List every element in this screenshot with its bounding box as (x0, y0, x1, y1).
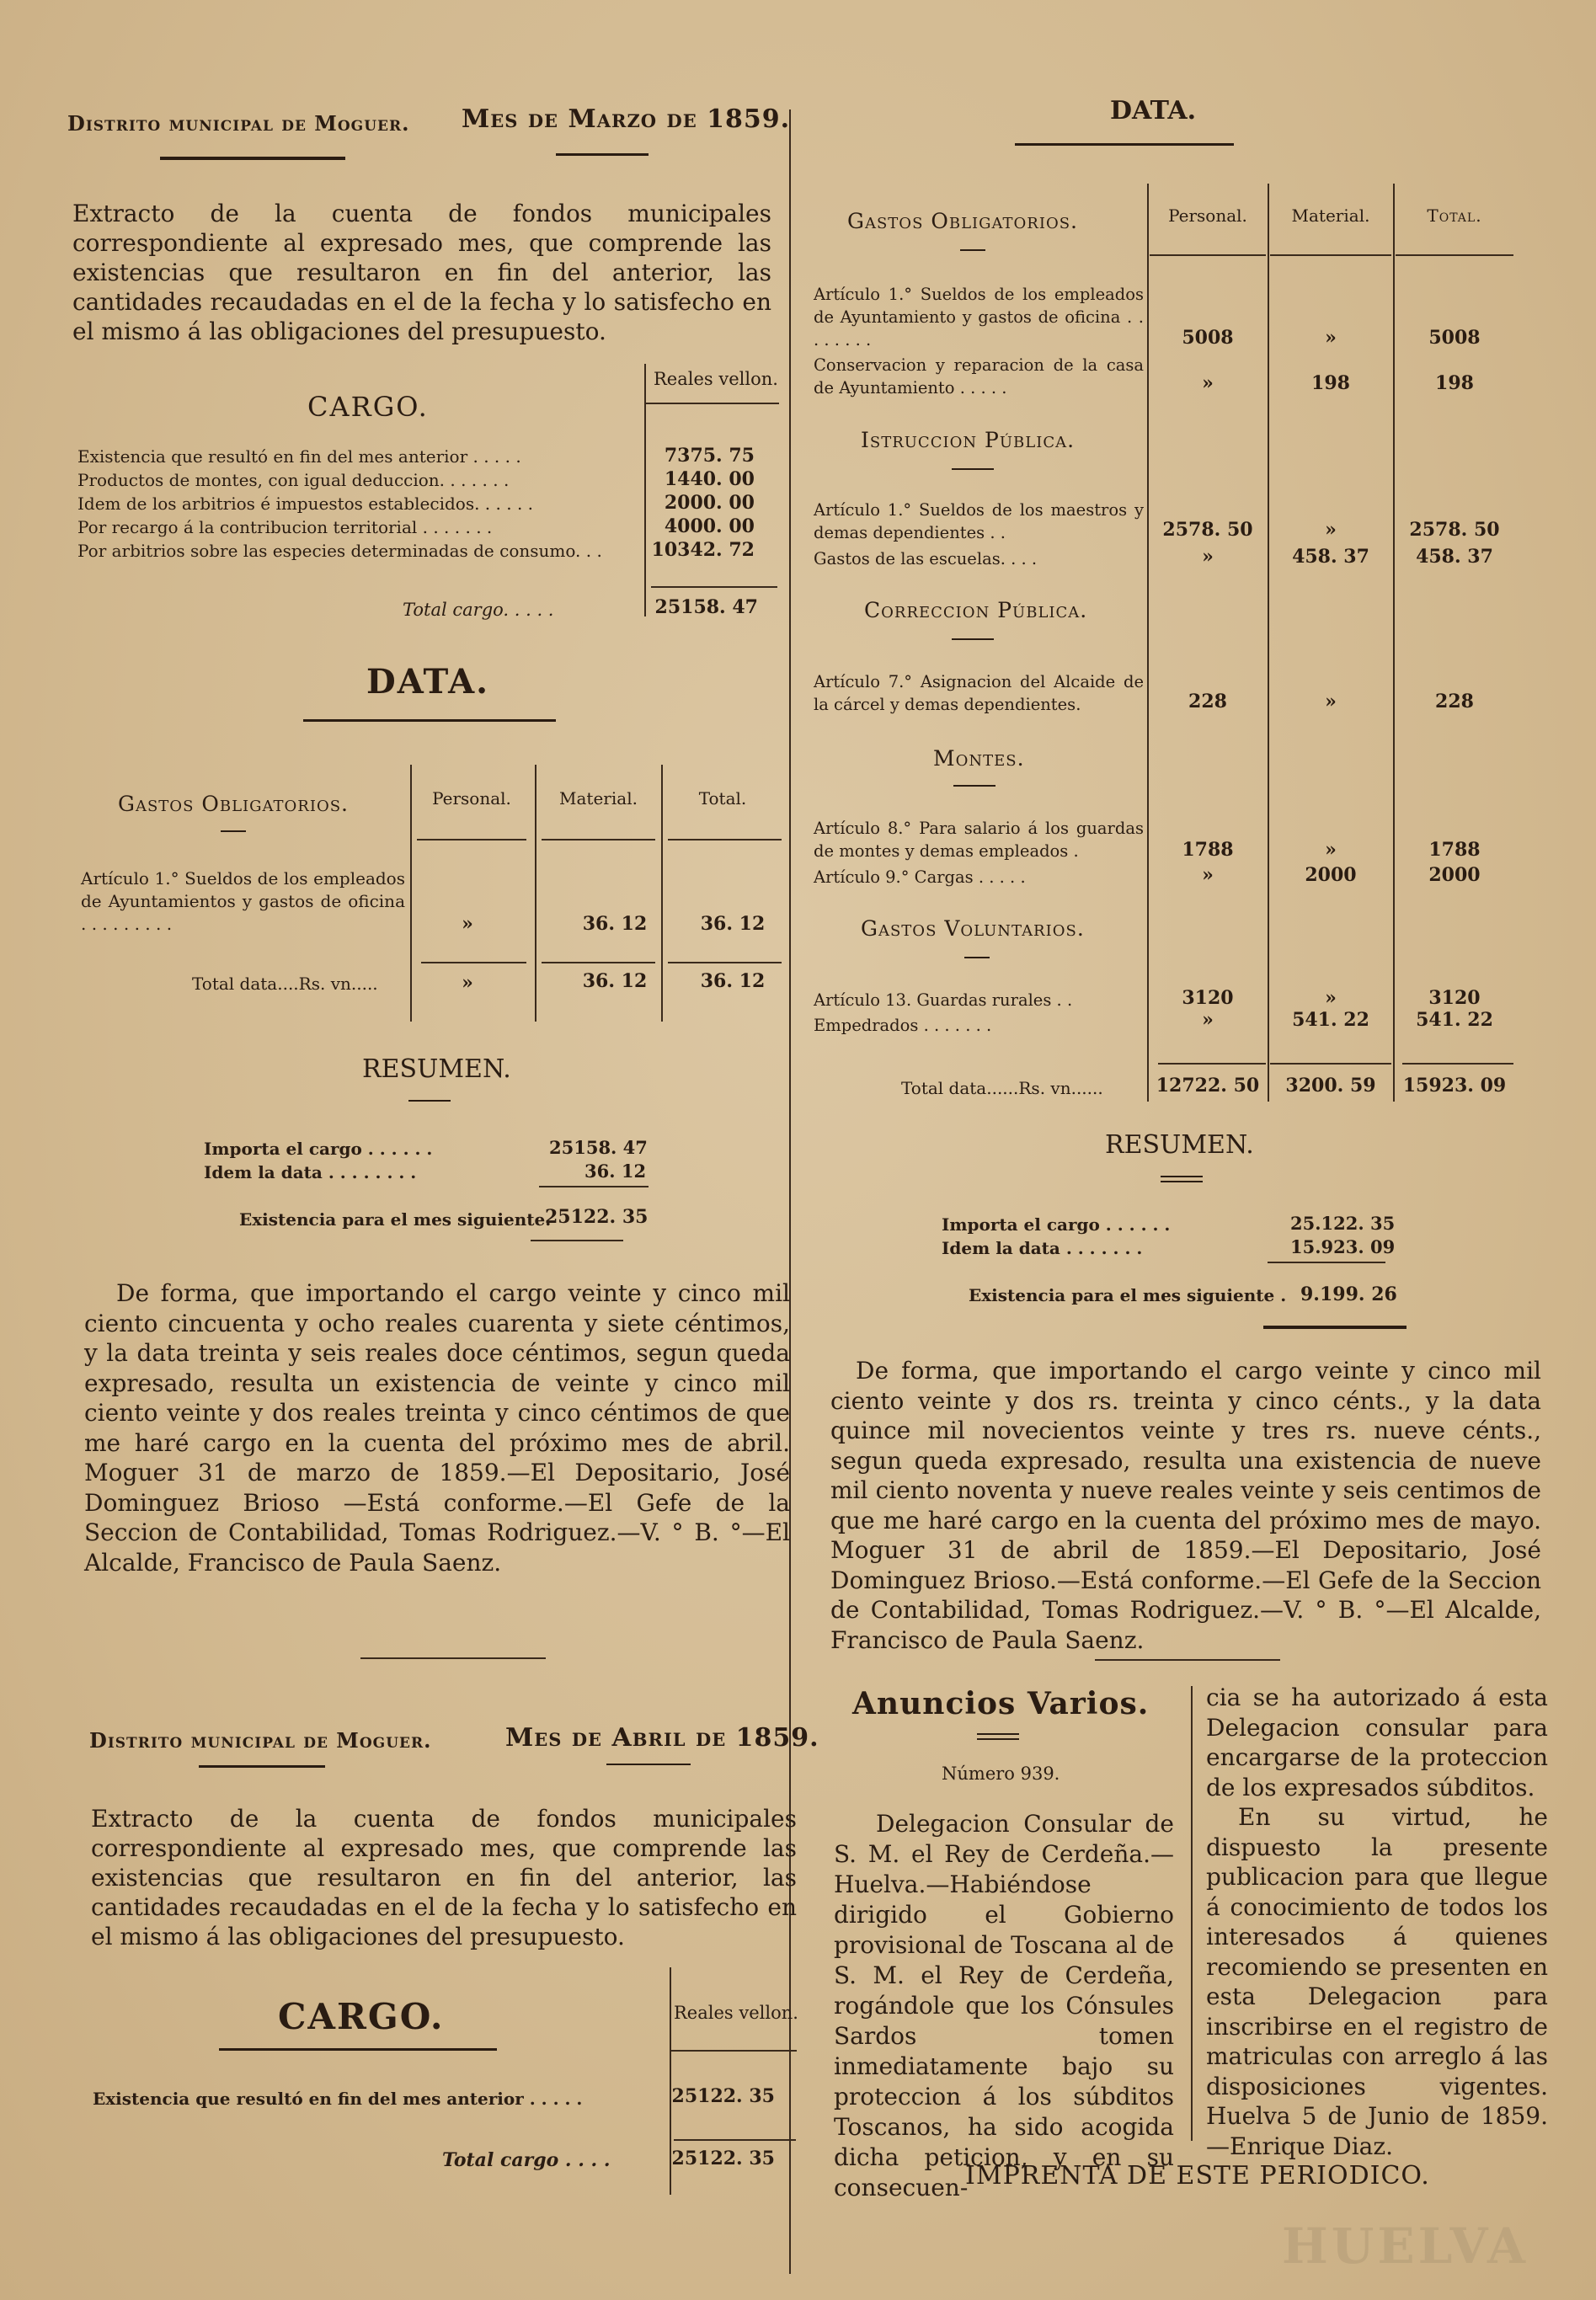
idem-value: 36. 12 (584, 1161, 647, 1182)
data-row-label: Artículo 1.° Sueldos de los empleados de Ayuntamiento y gastos de oficina . . . . . . . . (814, 285, 1144, 350)
cargo-row-april: Existencia que resultó en fin del mes anterior . . . . . (93, 2089, 583, 2109)
art1-total: 36. 12 (700, 913, 766, 935)
existencia-rule (1263, 1326, 1407, 1329)
idem-value-right: 15.923. 09 (1290, 1236, 1396, 1257)
resumen-title-right: RESUMEN. (1105, 1130, 1254, 1160)
data-title-right: DATA. (1110, 96, 1197, 125)
total-cargo-value-april: 25122. 35 (671, 2148, 775, 2169)
data-title-rule (1015, 143, 1234, 146)
heading-rule (199, 1765, 325, 1768)
section-rule (964, 957, 990, 958)
table-divider (1147, 184, 1149, 1102)
data-row-personal: » (1202, 372, 1214, 394)
data-row-personal: » (1202, 1009, 1214, 1031)
total-total: 36. 12 (700, 970, 766, 992)
heading-rule (556, 153, 649, 156)
anuncio-number: Número 939. (942, 1764, 1060, 1784)
gastos-rule (221, 830, 246, 832)
data-row-label: Artículo 7.° Asignacion del Alcaide de la cárcel y demas dependientes. (814, 672, 1144, 714)
resumen-rule (1268, 1262, 1385, 1263)
anuncios-divider (1191, 1686, 1193, 2141)
importa-label: Importa el cargo . . . . . . (204, 1139, 433, 1159)
anuncio-column-2: cia se ha autorizado á esta Delegacion consular para encargarse de la proteccion de los expresados súbditos. En su virtud, he dispuesto la presente publicacion para que llegue á conocimiento de todos los interesados á quienes recomiendo se presenten en esta Delegacion para inscribirse en el registro de matriculas con arreglo á las disposiciones vigentes. Huelva 5 de Junio de 1859.—Enrique Diaz. (1206, 1684, 1548, 2160)
section-separator (360, 1657, 546, 1659)
table-total-rule (1402, 1063, 1513, 1065)
art1-personal: » (462, 913, 473, 935)
col-material: Material. (559, 788, 638, 808)
col-personal: Personal. (432, 788, 511, 808)
cargo-row-value: 2000. 00 (664, 492, 755, 514)
section-rule (952, 468, 994, 470)
cargo-row-label: Por recargo á la contribucion territorial . . . . . . . (77, 517, 493, 537)
currency-header-april: Reales vellon. (674, 2003, 798, 2023)
section-rule (952, 638, 994, 640)
existencia-value: 25122. 35 (545, 1206, 649, 1228)
data-row-material: » (1325, 691, 1337, 712)
table-header-rule (1396, 254, 1513, 256)
idem-label: Idem la data . . . . . . . . (204, 1162, 417, 1182)
gastos-title-march: Gastos Obligatorios. (118, 792, 349, 816)
col-total: Total. (698, 788, 747, 808)
extract-text-march: Extracto de la cuenta de fondos municipales correspondiente al expresado mes, que comprende las existencias que resultaron en fin del anterior, las cantidades recaudadas en el de la fecha y lo satisfecho en el mismo á las obligaciones del presupuesto. (72, 200, 771, 345)
data-row-material: » (1325, 327, 1337, 349)
montes-title: Montes. (933, 746, 1025, 771)
data-row-total: 2000 (1428, 864, 1481, 886)
cargo-row-label: Productos de montes, con igual deduccion. . . . . . . (77, 470, 510, 490)
cargo-row-label: Por arbitrios sobre las especies determinadas de consumo. . . (77, 541, 602, 561)
total-personal: » (462, 972, 473, 994)
data-row-material: 2000 (1305, 864, 1357, 886)
imprenta-footer: IMPRENTA DE ESTE PERIODICO. (965, 2161, 1430, 2191)
gastos-title-right: Gastos Obligatorios. (847, 209, 1078, 233)
extract-text-april: Extracto de la cuenta de fondos municipales correspondiente al expresado mes, que comprende las existencias que resultaron en fin del anterior, las cantidades recaudadas en el de la fecha y lo satisfecho en el mismo á las obligaciones del presupuesto. (91, 1805, 797, 1950)
total-cargo-rule (674, 2139, 796, 2141)
cargo-divider (644, 364, 646, 616)
col-personal-right: Personal. (1168, 205, 1247, 226)
closing-text-right: De forma, que importando el cargo veinte y cinco mil ciento veinte y dos rs. treinta y cinco cénts., y la data quince mil novecientos veinte y tres rs. nueve cénts., segun queda expresado, resulta una existencia de nueve mil ciento noventa y nueve reales veinte y seis centimos de que me haré cargo en la cuenta del próximo mes de mayo. Moguer 31 de abril de 1859.—El Depositario, José Dominguez Brioso.—Está conforme.—El Gefe de la Seccion de Contabilidad, Tomas Rodriguez.—V. ° B. °—El Alcalde, Francisco de Paula Saenz. (830, 1357, 1541, 1654)
data-row-material: 458. 37 (1292, 546, 1369, 568)
month-heading-march: Mes de Marzo de 1859. (462, 104, 791, 134)
total-cargo-rule (651, 586, 777, 588)
col-material-right: Material. (1291, 205, 1370, 226)
closing-text-march: De forma, que importando el cargo veinte y cinco mil ciento cincuenta y ocho reales cuarenta y siete céntimos, y la data treinta y seis reales doce céntimos, segun queda expresado, resulta un existencia de veinte y cinco mil ciento veinte y dos reales treinta y cinco céntimos de que me haré cargo en la cuenta del próximo mes de abril. Moguer 31 de marzo de 1859.—El Depositario, José Dominguez Brioso —Está conforme.—El Gefe de la Seccion de Contabilidad, Tomas Rodriguez.—V. ° B. °—El Alcalde, Francisco de Paula Saenz. (84, 1279, 790, 1577)
cargo-title-rule (219, 2048, 497, 2051)
existencia-label: Existencia para el mes siguiente. (239, 1209, 552, 1230)
data-row-label: Empedrados . . . . . . . (814, 1016, 992, 1035)
data-row-personal: 2578. 50 (1162, 519, 1253, 541)
total-cargo-label: Total cargo. . . . . (403, 600, 554, 620)
data-row-personal: 5008 (1182, 327, 1234, 349)
data-row-total: 2578. 50 (1409, 519, 1500, 541)
table-header-rule (668, 839, 782, 840)
art1-material: 36. 12 (582, 913, 648, 935)
data-row-label: Conservacion y reparacion de la casa de Ayuntamiento . . . . . (814, 355, 1144, 398)
district-heading-march: Distrito municipal de Moguer. (67, 111, 410, 136)
instruccion-title: Istruccion Pública. (861, 428, 1076, 452)
data-row-material: » (1325, 987, 1337, 1009)
resumen-rule (408, 1100, 451, 1102)
data-row-total: 198 (1435, 372, 1474, 394)
data-row-personal: 228 (1188, 691, 1227, 712)
anuncios-title: Anuncios Varios. (852, 1686, 1150, 1721)
table-total-rule (668, 962, 782, 963)
data-row-material: 541. 22 (1292, 1009, 1369, 1031)
anuncios-rule (977, 1738, 1019, 1740)
table-divider (535, 765, 536, 1022)
data-row-total: 5008 (1428, 327, 1481, 349)
total-data-label-march: Total data....Rs. vn..... (192, 974, 378, 994)
data-row-total: 541. 22 (1416, 1009, 1493, 1031)
data-row-personal: » (1202, 546, 1214, 568)
table-divider (410, 765, 412, 1022)
section-rule (953, 785, 995, 787)
data-row-label: Artículo 9.° Cargas . . . . . (814, 867, 1026, 887)
cargo-row-value: 7375. 75 (664, 445, 755, 467)
data-row-personal: » (1202, 864, 1214, 886)
anuncios-rule (977, 1733, 1019, 1735)
data-row-total: 228 (1435, 691, 1474, 712)
heading-rule (160, 157, 345, 160)
voluntarios-title: Gastos Voluntarios. (861, 916, 1085, 941)
table-header-rule (542, 839, 655, 840)
month-heading-april: Mes de Abril de 1859. (505, 1723, 819, 1753)
data-row-label: Gastos de las escuelas. . . . (814, 549, 1038, 568)
resumen-title-march: RESUMEN. (362, 1054, 511, 1084)
existencia-rule (531, 1240, 623, 1241)
total-data-label-right: Total data......Rs. vn...... (901, 1078, 1103, 1098)
cargo-title-april: CARGO. (278, 1996, 445, 2037)
watermark-logo: HUELVA (1282, 2217, 1529, 2275)
resumen-rule (1161, 1176, 1203, 1177)
data-row-personal: 3120 (1182, 987, 1234, 1009)
resumen-rule (1161, 1181, 1203, 1182)
table-header-rule (1270, 254, 1391, 256)
idem-label-right: Idem la data . . . . . . . (942, 1238, 1143, 1258)
cargo-row-value: 10342. 72 (651, 539, 755, 561)
cargo-row-value-april: 25122. 35 (671, 2085, 775, 2107)
existencia-value-right: 9.199. 26 (1300, 1283, 1397, 1305)
importa-label-right: Importa el cargo . . . . . . (942, 1214, 1171, 1235)
data-row-material: » (1325, 519, 1337, 541)
section-rule (960, 249, 985, 251)
anuncio-column-1: Delegacion Consular de S. M. el Rey de Cerdeña.—Huelva.—Habiéndose dirigido el Gobierno provisional de Toscana al de S. M. el Rey de Cerdeña, rogándole que los Cónsules Sardos tomen inmediatamente bajo su proteccion á los súbditos Toscanos, ha sido acogida dicha peticion, y en su consecuen- (834, 1810, 1174, 2201)
table-total-rule (1158, 1063, 1266, 1065)
district-heading-april: Distrito municipal de Moguer. (89, 1728, 432, 1753)
data-row-total: 458. 37 (1416, 546, 1493, 568)
data-row-label: Artículo 8.° Para salario á los guardas de montes y demas empleados . (814, 819, 1144, 861)
data-title-march: DATA. (366, 662, 490, 702)
cargo-row-value: 1440. 00 (664, 468, 755, 490)
data-title-rule (303, 719, 556, 722)
total-personal-right: 12722. 50 (1156, 1075, 1260, 1097)
heading-rule (606, 1764, 691, 1765)
table-header-rule (417, 839, 526, 840)
col-total-right: Total. (1427, 205, 1482, 226)
cargo-row-label: Existencia que resultó en fin del mes anterior . . . . . (77, 446, 521, 467)
data-row-total: 1788 (1428, 839, 1481, 861)
total-material-right: 3200. 59 (1285, 1075, 1376, 1097)
total-cargo-label-april: Total cargo . . . . (442, 2149, 611, 2171)
cargo-title-march: CARGO. (307, 391, 429, 423)
data-row-personal: 1788 (1182, 839, 1234, 861)
table-divider (1268, 184, 1269, 1102)
data-row-material: » (1325, 839, 1337, 861)
table-total-rule (542, 962, 655, 963)
cargo-header-rule (670, 2050, 797, 2052)
data-row-material: 198 (1311, 372, 1350, 394)
resumen-rule (539, 1186, 649, 1187)
importa-value: 25158. 47 (549, 1137, 648, 1158)
total-material: 36. 12 (582, 970, 648, 992)
importa-value-right: 25.122. 35 (1290, 1213, 1396, 1234)
table-total-rule (421, 962, 526, 963)
total-cargo-value: 25158. 47 (654, 596, 758, 618)
currency-header: Reales vellon. (654, 369, 778, 389)
table-header-rule (1150, 254, 1266, 256)
article1-label-march: Artículo 1.° Sueldos de los empleados de Ayuntamientos y gastos de oficina . . . . . . . . . (81, 868, 405, 934)
table-divider (1393, 184, 1395, 1102)
cargo-row-value: 4000. 00 (664, 515, 755, 537)
data-row-label: Artículo 1.° Sueldos de los maestros y demas dependientes . . (814, 500, 1144, 542)
cargo-header-rule (644, 403, 779, 404)
correccion-title: Correccion Pública. (864, 598, 1088, 622)
data-row-total: 3120 (1428, 987, 1481, 1009)
cargo-row-label: Idem de los arbitrios é impuestos establecidos. . . . . . (77, 494, 534, 514)
existencia-label-right: Existencia para el mes siguiente . (969, 1285, 1287, 1305)
section-separator (1095, 1659, 1280, 1661)
data-row-label: Artículo 13. Guardas rurales . . (814, 990, 1073, 1010)
table-total-rule (1270, 1063, 1391, 1065)
total-total-right: 15923. 09 (1402, 1075, 1507, 1097)
